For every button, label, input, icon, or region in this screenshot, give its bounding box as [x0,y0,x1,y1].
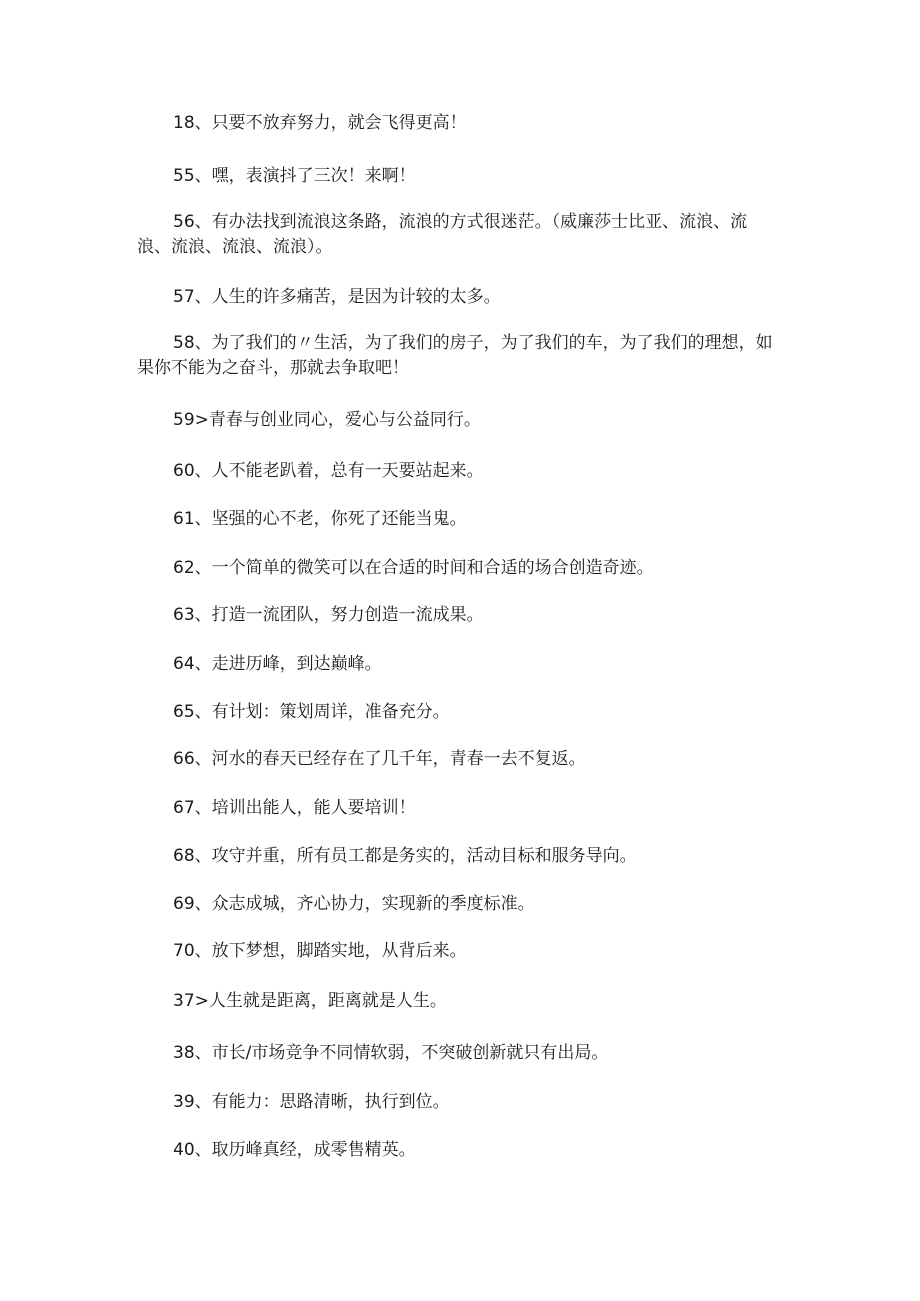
list-item: 18、只要不放弃努力，就会飞得更高！ [173,113,467,133]
list-item: 55、嘿，表演抖了三次！来啊！ [173,166,416,186]
list-item: 64、走进历峰，到达巅峰。 [173,654,382,674]
list-item: 69、众志成城，齐心协力，实现新的季度标准。 [173,894,535,914]
list-item: 63、打造一流团队，努力创造一流成果。 [173,605,484,625]
list-item: 61、坚强的心不老，你死了还能当鬼。 [173,509,467,529]
list-item: 66、河水的春天已经存在了几千年，青春一去不复返。 [173,749,586,769]
list-item: 70、放下梦想，脚踏实地，从背后来。 [173,941,467,961]
list-item: 39、有能力：思路清晰，执行到位。 [173,1092,450,1112]
list-item: 56、有办法找到流浪这条路，流浪的方式很迷茫。（威廉莎士比亚、流浪、流浪、流浪、流浪、流浪）。 [137,212,748,257]
list-item: 38、市长/市场竞争不同情软弱，不突破创新就只有出局。 [173,1043,609,1063]
list-item: 57、人生的许多痛苦，是因为计较的太多。 [173,287,501,307]
list-item: 37>人生就是距离，距离就是人生。 [173,991,447,1011]
list-item: 59>青春与创业同心，爱心与公益同行。 [173,410,481,430]
list-item: 58、为了我们的〃生活，为了我们的房子，为了我们的车，为了我们的理想，如果你不能为之奋斗，那就去争取吧！ [137,333,773,378]
list-item: 67、培训出能人，能人要培训！ [173,798,416,818]
list-item: 68、攻守并重，所有员工都是务实的，活动目标和服务导向。 [173,846,637,866]
list-item: 65、有计划：策划周详，准备充分。 [173,702,450,722]
list-item: 62、一个简单的微笑可以在合适的时间和合适的场合创造奇迹。 [173,558,654,578]
list-item: 40、取历峰真经，成零售精英。 [173,1140,416,1160]
list-item: 60、人不能老趴着，总有一天要站起来。 [173,461,484,481]
